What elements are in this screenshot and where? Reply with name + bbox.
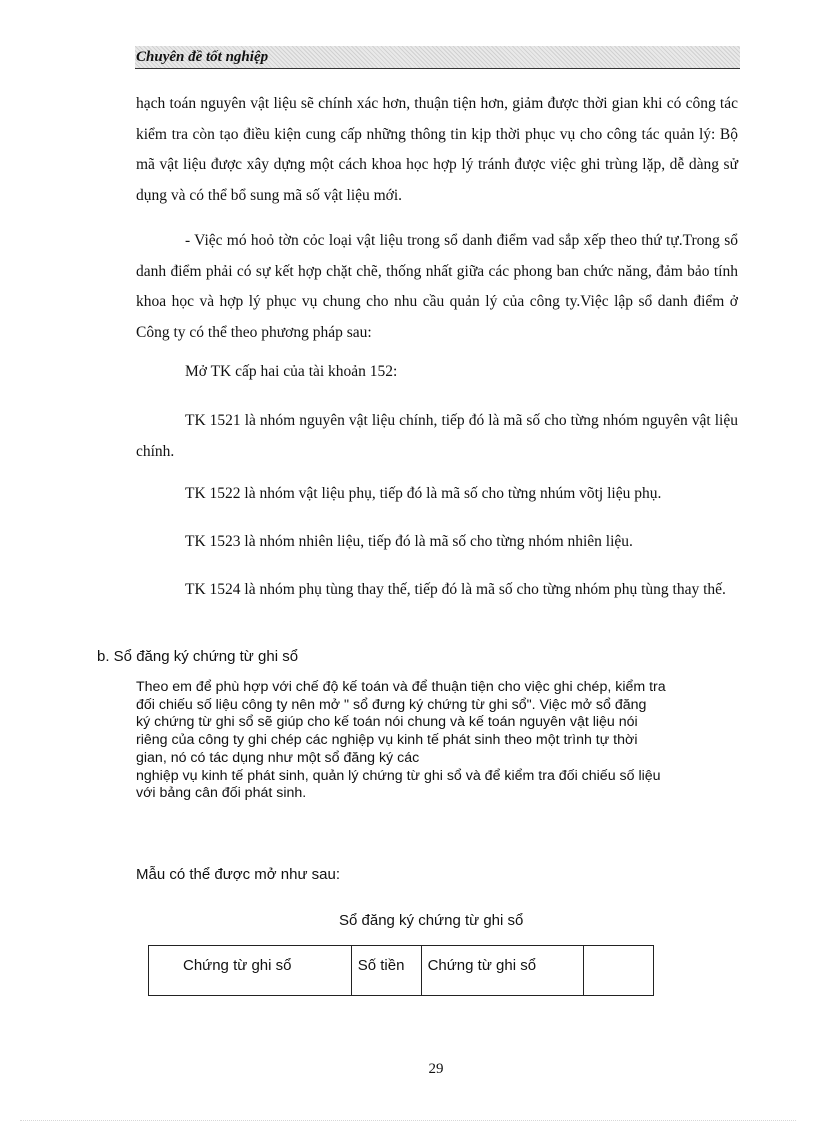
section-b-line: ký chứng từ ghi sổ sẽ giúp cho kế toán nói chung và kế toán nguyên vật liệu nói — [136, 714, 638, 731]
section-b-line: nghiệp vụ kinh tế phát sinh, quản lý chứng từ ghi sổ và để kiểm tra đối chiếu số liệu — [136, 767, 661, 784]
section-b-line: Theo em để phù hợp với chế độ kế toán và để thuận tiện cho việc ghi chép, kiểm tra — [136, 679, 666, 695]
paragraph-1: hạch toán nguyên vật liệu sẽ chính xác hơn, thuận tiện hơn, giảm được thời gian khi có công tác kiểm tra còn tạo điều kiện cung cấp những thông tin kịp thời phục vụ cho công tác quản lý: Bộ mã vật liệu được xây dựng một cách khoa học hợp lý tránh được việc ghi trùng lặp, dễ dàng sử dụng và có thể bổ sung mã số vật liệu mới. — [136, 95, 738, 204]
paragraph-5: TK 1522 là nhóm vật liệu phụ, tiếp đó là mã số cho từng nhúm võtj liệu phụ. — [185, 485, 662, 502]
page-bottom-divider — [20, 1120, 796, 1122]
paragraph-4: TK 1521 là nhóm nguyên vật liệu chính, tiếp đó là mã số cho từng nhóm nguyên vật liệu chính. — [136, 412, 738, 460]
paragraph-6: TK 1523 là nhóm nhiên liệu, tiếp đó là mã số cho từng nhóm nhiên liệu. — [185, 533, 633, 550]
ledger-table — [148, 945, 654, 996]
paragraph-3: Mở TK cấp hai của tài khoản 152: — [185, 363, 398, 380]
paragraph-2: - Việc mó hoỏ tờn cỏc loại vật liệu trong sổ danh điểm vad sắp xếp theo thứ tự.Trong sổ danh điểm phải có sự kết hợp chặt chẽ, thống nhất giữa các phong ban chức năng, đảm bảo tính khoa học và hợp lý phục vụ chung cho nhu cầu quản lý của công ty.Việc lập sổ danh điểm ở Công ty có thể theo phương pháp sau: — [136, 232, 738, 341]
header-title: Chuyên đề tốt nghiệp — [136, 49, 269, 65]
section-b-body — [136, 679, 740, 803]
table-cell: Chứng từ ghi sổ — [421, 946, 584, 996]
section-b-title: b. Sổ đăng ký chứng từ ghi sổ — [97, 648, 299, 665]
section-b-line: với bảng cân đối phát sinh. — [136, 785, 307, 802]
form-intro: Mẫu có thể được mở như sau: — [136, 866, 341, 883]
table-cell: Số tiền — [351, 946, 421, 996]
section-b-line: gian, nó có tác dụng như một sổ đăng ký các — [136, 749, 420, 766]
table-cell: Chứng từ ghi sổ — [149, 946, 352, 996]
table-row — [149, 946, 654, 996]
table-cell — [584, 946, 654, 996]
section-b-line: đối chiếu số liệu công ty nên mở " sổ đưng ký chứng từ ghi sổ". Việc mở sổ đăng — [136, 696, 647, 713]
paragraph-7: TK 1524 là nhóm phụ tùng thay thế, tiếp đó là mã số cho từng nhóm phụ tùng thay thế. — [185, 581, 726, 598]
page-number: 29 — [428, 1061, 444, 1077]
form-title: Sổ đăng ký chứng từ ghi sổ — [339, 912, 524, 929]
page-header — [135, 46, 740, 69]
section-b-line: riêng của công ty ghi chép các nghiệp vụ kinh tế phát sinh theo một trình tự thời — [136, 732, 638, 749]
